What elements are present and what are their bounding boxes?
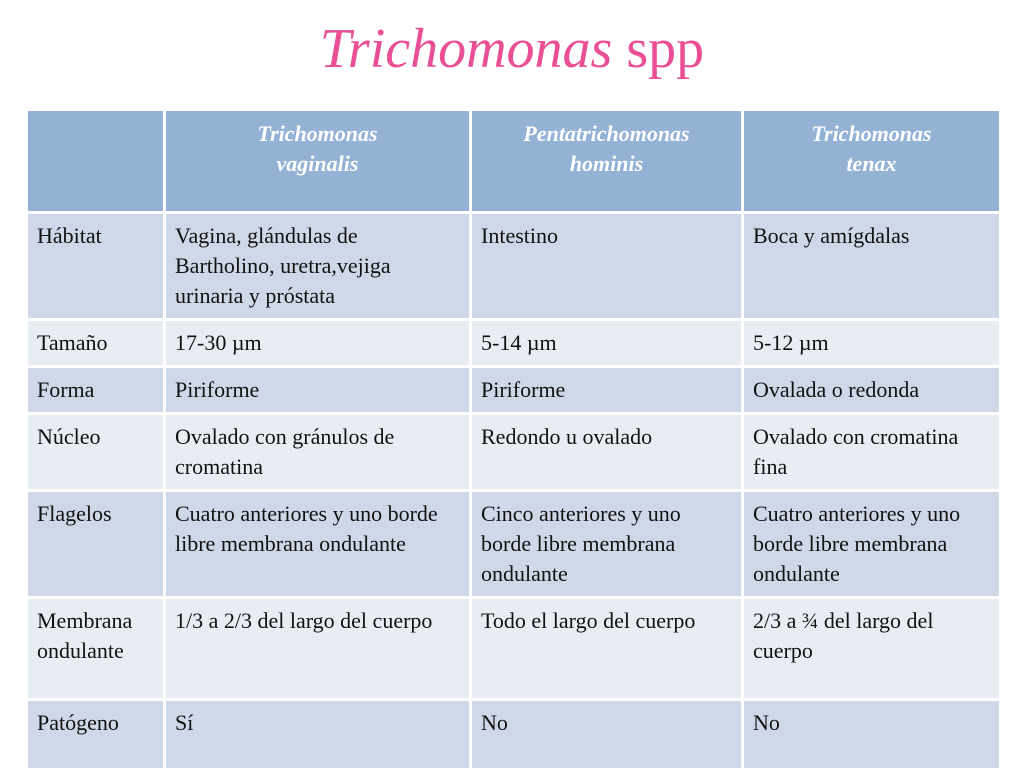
table-row-nucleus — [27, 414, 1001, 491]
cell-hominis: Piriforme — [471, 367, 743, 414]
header-cell-tenax — [743, 110, 1001, 213]
cell-hominis: Cinco anteriores y uno borde libre membrana ondulante — [471, 491, 743, 598]
cell-vaginalis: Ovalado con gránulos de cromatina — [165, 414, 471, 491]
row-label: Núcleo — [27, 414, 165, 491]
cell-vaginalis: Piriforme — [165, 367, 471, 414]
header-cell-empty — [27, 110, 165, 213]
table-row-undulating-membrane — [27, 598, 1001, 700]
row-label: Tamaño — [27, 320, 165, 367]
cell-vaginalis: Vagina, glándulas de Bartholino, uretra,vejiga urinaria y próstata — [165, 213, 471, 320]
header-genus: Trichomonas — [811, 121, 932, 146]
cell-tenax: No — [743, 700, 1001, 768]
header-cell-hominis — [471, 110, 743, 213]
cell-tenax: Boca y amígdalas — [743, 213, 1001, 320]
slide-title-genus: Trichomonas — [319, 18, 613, 80]
row-label: Forma — [27, 367, 165, 414]
table-row-pathogen — [27, 700, 1001, 768]
cell-tenax: Ovalado con cromatina fina — [743, 414, 1001, 491]
header-species: vaginalis — [276, 151, 359, 176]
table-row-size — [27, 320, 1001, 367]
row-label: Membrana ondulante — [27, 598, 165, 700]
cell-hominis: 5-14 µm — [471, 320, 743, 367]
table-header-row — [27, 110, 1001, 213]
table-row-shape — [27, 367, 1001, 414]
slide-title — [0, 14, 1024, 84]
cell-tenax: 5-12 µm — [743, 320, 1001, 367]
slide-title-suffix: spp — [612, 18, 705, 80]
header-genus: Trichomonas — [257, 121, 378, 146]
header-species: tenax — [846, 151, 897, 176]
cell-vaginalis: Sí — [165, 700, 471, 768]
header-cell-vaginalis — [165, 110, 471, 213]
header-species: hominis — [569, 151, 644, 176]
table-row-habitat — [27, 213, 1001, 320]
comparison-table — [25, 108, 1002, 768]
row-label: Flagelos — [27, 491, 165, 598]
cell-tenax: Ovalada o redonda — [743, 367, 1001, 414]
cell-vaginalis: 1/3 a 2/3 del largo del cuerpo — [165, 598, 471, 700]
header-genus: Pentatrichomonas — [523, 121, 690, 146]
cell-vaginalis: Cuatro anteriores y uno borde libre membrana ondulante — [165, 491, 471, 598]
cell-hominis: Redondo u ovalado — [471, 414, 743, 491]
cell-hominis: No — [471, 700, 743, 768]
cell-tenax: 2/3 a ¾ del largo del cuerpo — [743, 598, 1001, 700]
cell-tenax: Cuatro anteriores y uno borde libre membrana ondulante — [743, 491, 1001, 598]
cell-hominis: Intestino — [471, 213, 743, 320]
cell-hominis: Todo el largo del cuerpo — [471, 598, 743, 700]
row-label: Hábitat — [27, 213, 165, 320]
row-label: Patógeno — [27, 700, 165, 768]
table-row-flagella — [27, 491, 1001, 598]
cell-vaginalis: 17-30 µm — [165, 320, 471, 367]
